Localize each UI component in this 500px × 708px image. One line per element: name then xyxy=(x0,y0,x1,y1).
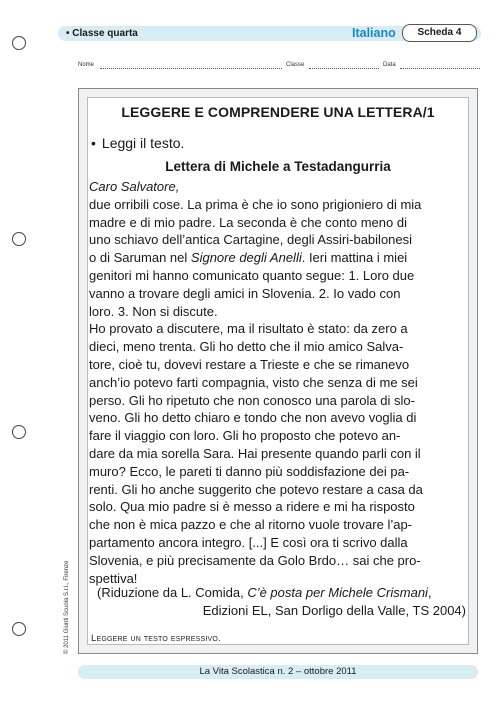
scheda-badge: Scheda 4 xyxy=(402,24,477,42)
source-citation xyxy=(89,584,466,620)
bullet-icon: • xyxy=(91,135,96,151)
binder-hole xyxy=(12,36,26,50)
letter-line: perso. Gli ho ripetuto che non conosco una parola di slo- xyxy=(89,392,415,408)
letter-line: vanno a trovare degli amici in Slovenia. 2. Io vado con xyxy=(89,285,401,301)
source-book: C’è posta per Michele Crismani xyxy=(247,585,428,600)
binder-hole xyxy=(12,622,26,636)
letter-line: due orribili cose. La prima è che io sono prigioniero di mia xyxy=(89,196,422,212)
classe-label: Classe xyxy=(286,62,305,68)
nome-label: Nome xyxy=(78,62,95,68)
classe-field[interactable] xyxy=(309,68,379,69)
letter-line: muro? Ecco, le pareti ti danno più soddisfazione dei pa- xyxy=(89,463,410,479)
student-info-line xyxy=(78,62,480,74)
footer: La Vita Scolastica n. 2 – ottobre 2011 xyxy=(78,665,478,679)
source-line xyxy=(89,584,466,602)
letter-line: uno schiavo dell’antica Cartagine, degli Assiri-babilonesi xyxy=(89,232,413,248)
worksheet-title: LEGGERE E COMPRENDERE UNA LETTERA/1 xyxy=(121,104,435,120)
source-publisher: Edizioni EL, San Dorligo della Valle, TS 2004) xyxy=(202,602,466,618)
letter-line: fare il viaggio con loro. Gli ho proposto che potevo an- xyxy=(89,428,401,444)
letter-line: spettiva! xyxy=(89,570,138,586)
book-title: Signore degli Anelli xyxy=(190,250,302,266)
letter-title: Lettera di Michele a Testadangurria xyxy=(165,159,391,174)
skill-caption: Leggere un testo espressivo. xyxy=(91,633,221,644)
letter-line: Ho provato a discutere, ma il risultato è stato: da zero a xyxy=(89,321,408,337)
letter-line xyxy=(89,249,469,267)
letter-line-part: . Ieri mattina i miei xyxy=(301,250,408,266)
letter-greeting: Caro Salvatore, xyxy=(89,179,180,194)
letter-line: solo. Qua mio padre si è messo a ridere e mi ha risposto xyxy=(89,499,415,515)
source-suffix: , xyxy=(427,585,432,600)
letter-line: che non è mica pazzo e che al ritorno vuole trovare l’ap- xyxy=(89,517,413,533)
letter-line: renti. Gli ho anche suggerito che potevo restare a casa da xyxy=(89,481,423,497)
binder-hole xyxy=(12,425,26,439)
letter-line: veno. Gli ho detto chiaro e tondo che non avevo voglia di xyxy=(89,410,417,426)
instruction-text: Leggi il testo. xyxy=(101,135,185,151)
binder-hole xyxy=(12,232,26,246)
letter-line: tore, cioè tu, dovevi restare a Trieste e che se rimanevo xyxy=(89,356,410,372)
subject-label: Italiano xyxy=(352,26,396,40)
copyright-note: © 2011 Giunti Scuola S.r.l., Firenze xyxy=(64,560,70,654)
letter-line: partamento ancora integro. [...] E così ora ti scrivo dalla xyxy=(89,534,408,550)
letter-line: genitori mi hanno comunicato quanto segue: 1. Loro due xyxy=(89,267,415,283)
letter-body xyxy=(89,178,469,587)
letter-line: dieci, meno trenta. Gli ho detto che il mio amico Salva- xyxy=(89,339,404,355)
letter-line: loro. 3. Non si discute. xyxy=(89,303,218,319)
letter-line: dare da mia sorella Sara. Hai presente quando parli con il xyxy=(89,445,421,461)
class-label: • Classe quarta xyxy=(66,28,138,39)
instruction xyxy=(91,135,184,151)
source-prefix: (Riduzione da L. Comida, xyxy=(97,585,248,600)
data-field[interactable] xyxy=(400,68,480,69)
letter-line: Slovenia, e più precisamente da Golo Brdo… sai che pro- xyxy=(89,552,421,568)
nome-field[interactable] xyxy=(100,68,282,69)
data-label: Data xyxy=(383,62,396,68)
letter-line: anch’io potevo farti compagnia, visto che senza di me sei xyxy=(89,374,418,390)
letter-line-part: o di Saruman nel xyxy=(89,250,191,266)
letter-line: madre e di mio padre. La seconda è che conto meno di xyxy=(89,214,407,230)
